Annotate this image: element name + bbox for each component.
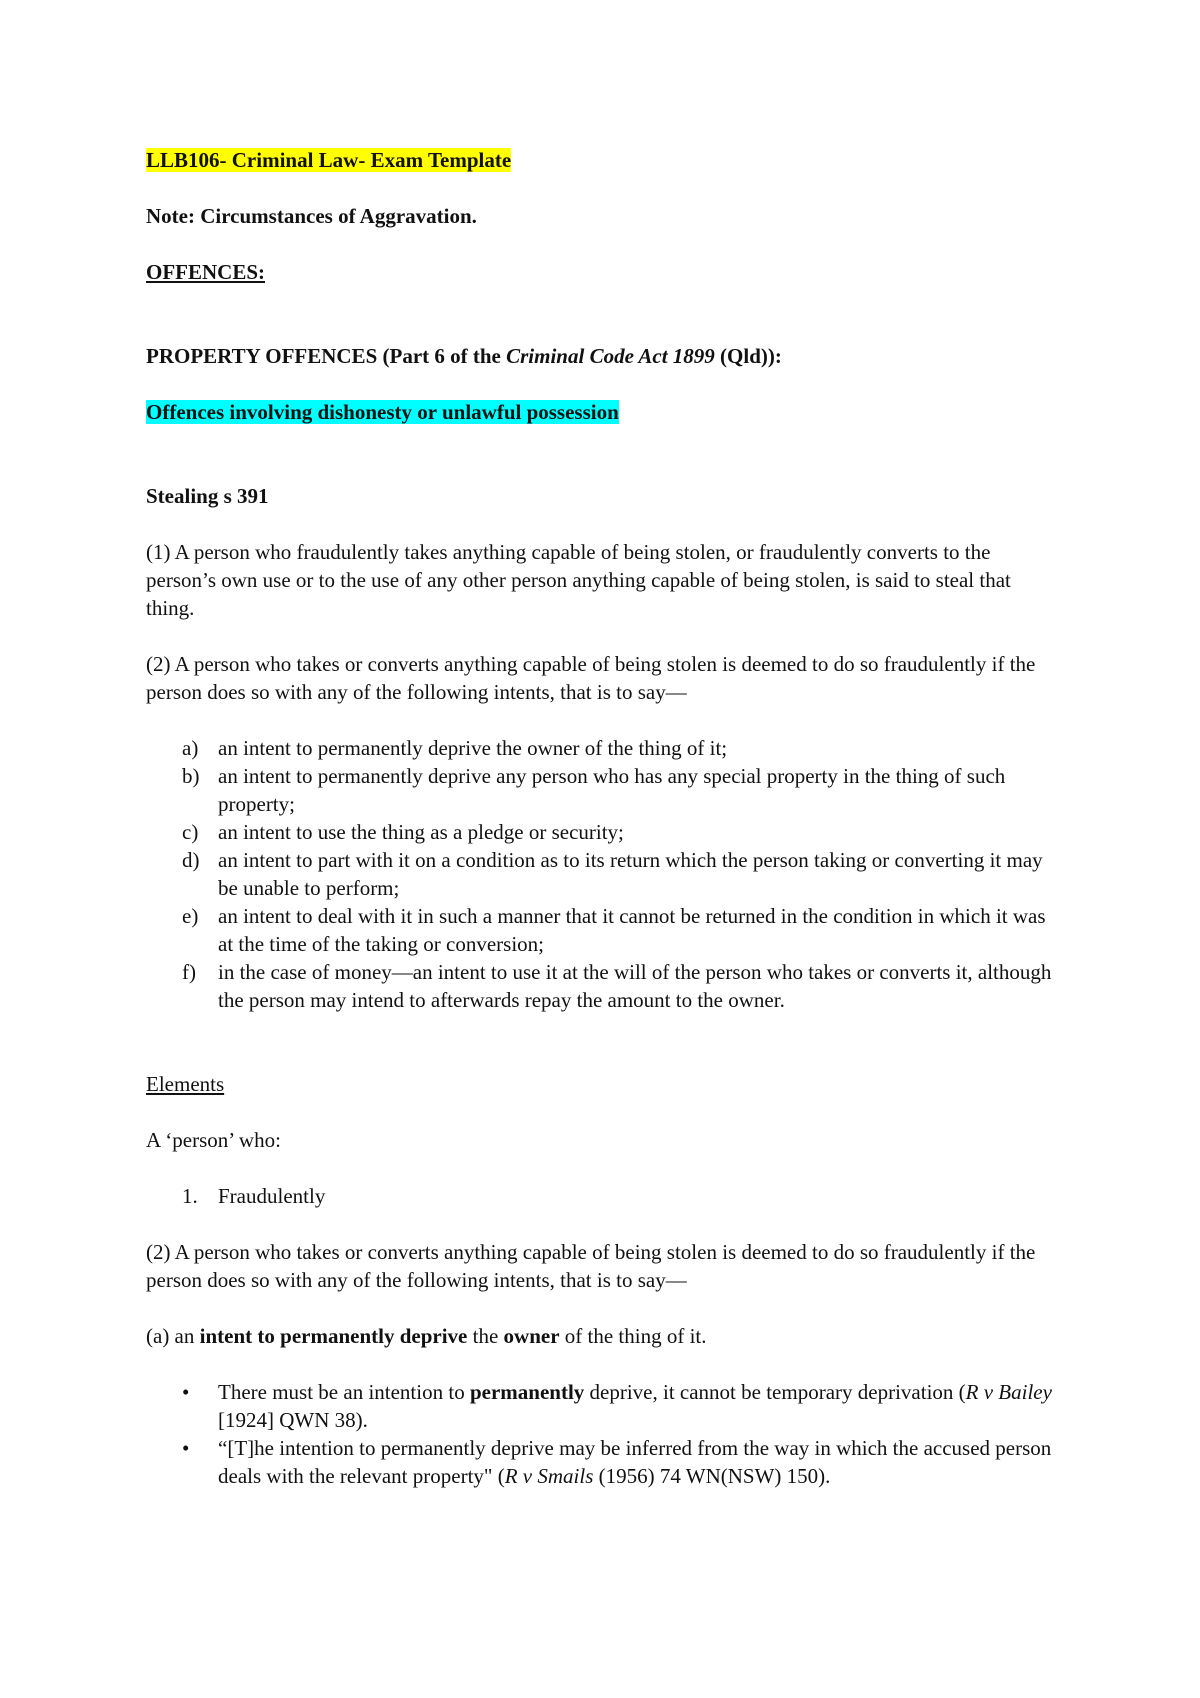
intent-a-post: of the thing of it. <box>559 1324 707 1348</box>
property-heading-act: Criminal Code Act 1899 <box>506 344 715 368</box>
bullet-post: [1924] QWN 38). <box>218 1408 368 1432</box>
intent-a-line <box>146 1322 1060 1350</box>
case-name: R v Bailey <box>965 1380 1052 1404</box>
bullet-mid: deprive, it cannot be temporary deprivation ( <box>584 1380 966 1404</box>
list-item <box>146 818 1060 846</box>
list-marker: b) <box>182 764 200 788</box>
list-item <box>146 846 1060 902</box>
bullet-marker: • <box>182 1436 190 1460</box>
list-item-text: Fraudulently <box>218 1184 326 1208</box>
elements-heading: Elements <box>146 1072 225 1096</box>
list-marker: a) <box>182 736 199 760</box>
list-item <box>146 734 1060 762</box>
case-name: R v Smails <box>504 1464 594 1488</box>
case-notes-list <box>146 1378 1060 1490</box>
intent-a-bold-owner: owner <box>503 1324 560 1348</box>
list-item-text: in the case of money—an intent to use it at the will of the person who takes or converts it, although the person may intend to afterwards repay the amount to the owner. <box>218 960 1052 1012</box>
bullet-marker: • <box>182 1380 190 1404</box>
property-offences-heading <box>146 342 1060 370</box>
list-item-text: an intent to permanently deprive any person who has any special property in the thing of such property; <box>218 764 1006 816</box>
list-marker: 1. <box>182 1184 198 1208</box>
list-item-text: an intent to use the thing as a pledge or security; <box>218 820 624 844</box>
stealing-heading: Stealing s 391 <box>146 484 269 508</box>
list-marker: e) <box>182 904 199 928</box>
list-item-text: an intent to permanently deprive the owner of the thing of it; <box>218 736 728 760</box>
note-line: Note: Circumstances of Aggravation. <box>146 204 477 228</box>
list-item <box>146 1378 1060 1434</box>
section-subsection-2-repeat: (2) A person who takes or converts anything capable of being stolen is deemed to do so fraudulently if the person does so with any of the following intents, that is to say— <box>146 1240 1036 1292</box>
title-highlight: LLB106- Criminal Law- Exam Template <box>146 148 512 172</box>
intents-list <box>146 734 1060 1014</box>
property-heading-pre: PROPERTY OFFENCES (Part 6 of the <box>146 344 507 368</box>
bullet-pre: “[T]he intention to permanently deprive may be inferred from the way in which the accused person deals with the relevant property" ( <box>218 1436 1052 1488</box>
list-marker: f) <box>182 960 196 984</box>
bullet-pre: There must be an intention to <box>218 1380 470 1404</box>
list-item <box>146 902 1060 958</box>
offences-heading: OFFENCES: <box>146 260 266 284</box>
bullet-post: (1956) 74 WN(NSW) 150). <box>593 1464 831 1488</box>
list-item-text: an intent to part with it on a condition as to its return which the person taking or converting it may be unable to perform; <box>218 848 1043 900</box>
property-heading-post: (Qld)): <box>714 344 782 368</box>
list-item <box>146 958 1060 1014</box>
person-who-line: A ‘person’ who: <box>146 1128 281 1152</box>
elements-list <box>146 1182 1060 1210</box>
intent-a-pre: (a) an <box>146 1324 200 1348</box>
list-marker: c) <box>182 820 199 844</box>
section-subsection-1: (1) A person who fraudulently takes anything capable of being stolen, or fraudulently converts to the person’s own use or to the use of any other person anything capable of being stolen, is said to steal that thing. <box>146 540 1011 620</box>
section-subsection-2: (2) A person who takes or converts anything capable of being stolen is deemed to do so fraudulently if the person does so with any of the following intents, that is to say— <box>146 652 1036 704</box>
intent-a-bold-deprive: intent to permanently deprive <box>199 1324 468 1348</box>
bullet-bold: permanently <box>469 1380 585 1404</box>
document-title <box>146 146 1060 174</box>
category-heading <box>146 398 1060 426</box>
list-marker: d) <box>182 848 200 872</box>
list-item <box>146 1182 1060 1210</box>
list-item-text: an intent to deal with it in such a manner that it cannot be returned in the condition in which it was at the time of the taking or conversion; <box>218 904 1046 956</box>
list-item <box>146 1434 1060 1490</box>
intent-a-mid: the <box>467 1324 504 1348</box>
list-item <box>146 762 1060 818</box>
category-highlight: Offences involving dishonesty or unlawful possession <box>146 400 619 424</box>
